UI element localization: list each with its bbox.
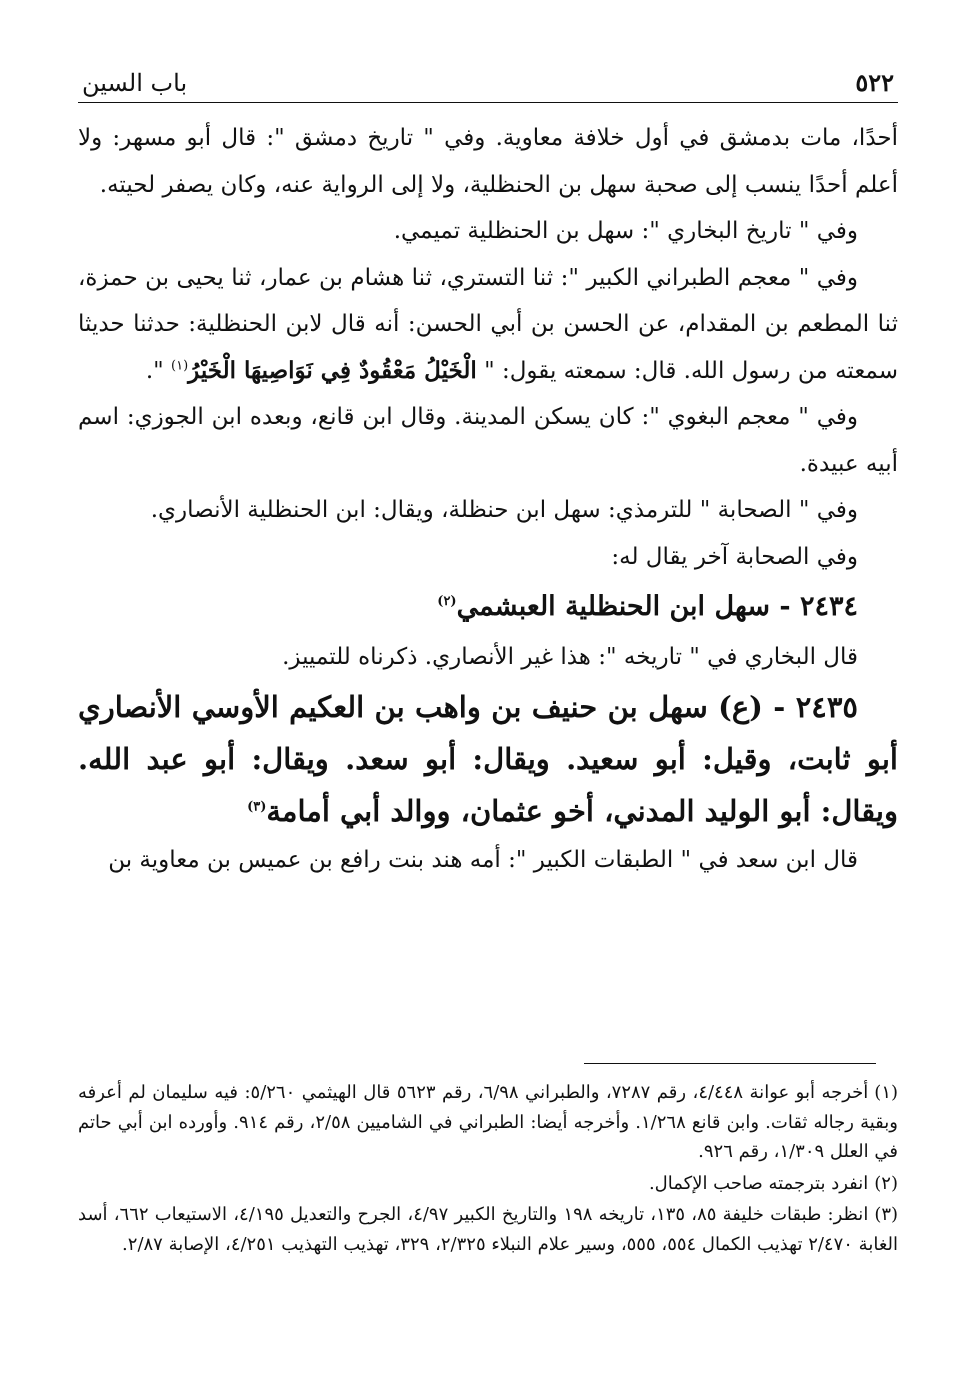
footnote-2 [78, 1169, 898, 1199]
footnote-1 [78, 1078, 898, 1167]
paragraph-3 [78, 255, 898, 395]
footnote-number: (٣) [874, 1204, 899, 1225]
paragraph-3-text: وفي " معجم الطبراني الكبير ": ثنا التستري، ثنا هشام بن عمار، ثنا يحيى بن حمزة، ثنا المطعم بن المقدام، عن الحسن بن أبي الحسن: أنه قال لابن الحنظلية: حدثنا حديثا سمعته من رسول الله. قال: سمعته يقول: " [78, 264, 898, 384]
entry-2435-title: ٢٤٣٥ - (ع) سهل بن حنيف بن واهب بن العكيم الأوسي الأنصاري أبو ثابت، وقيل: أبو سعيد. ويقال: أبو سعد. ويقال: أبو عبد الله. ويقال: أبو الوليد المدني، أخو عثمان، ووالد أبي أمامة [78, 689, 898, 828]
entry-2435-heading [78, 681, 898, 837]
page-number: ٥٢٢ [855, 68, 894, 97]
footnote-3 [78, 1200, 898, 1259]
paragraph-6: وفي الصحابة آخر يقال له: [611, 543, 858, 570]
running-header [78, 60, 898, 103]
paragraph-7: قال البخاري في " تاريخه ": هذا غير الأنصاري. ذكرناه للتمييز. [282, 644, 858, 670]
paragraph-4: وفي " معجم البغوي ": كان يسكن المدينة. وقال ابن قانع، وبعده ابن الجوزي: اسم أبيه عبيدة. [78, 404, 898, 477]
main-text [78, 115, 898, 883]
footnotes-section [78, 1078, 898, 1261]
paragraph-2: وفي " تاريخ البخاري ": سهل بن الحنظلية تميمي. [393, 218, 858, 244]
entry-2434-title: ٢٤٣٤ - سهل ابن الحنظلية العبشمي [456, 591, 858, 622]
footnote-ref-1: (١) [171, 357, 189, 373]
footnote-ref-3: (٣) [247, 798, 267, 814]
book-page [78, 60, 898, 883]
paragraph-1: أحدًا، مات بدمشق في أول خلافة معاوية. وفي " تاريخ دمشق ": قال أبو مسهر: ولا أعلم أحدًا ينسب إلى صحبة سهل بن الحنظلية، ولا إلى الرواية عنه، وكان يصفر لحيته. [78, 125, 898, 198]
footnote-ref-2: (٢) [437, 594, 457, 609]
entry-2434-heading [78, 580, 898, 634]
hadith-quote: الْخَيْلُ مَعْقُودٌ فِي نَوَاصِيهَا الْخَيْرُ [188, 356, 477, 384]
footnote-number: (١) [874, 1082, 899, 1103]
footnote-text: انفرد بترجمته صاحب الإكمال. [648, 1172, 869, 1194]
chapter-title: باب السين [82, 69, 188, 97]
paragraph-3-end: ". [145, 357, 172, 384]
footnote-separator [584, 1063, 876, 1064]
footnote-text: أخرجه أبو عوانة ٤/٤٤٨، رقم ٧٢٨٧، والطبراني ٦/٩٨، رقم ٥٦٢٣ قال الهيثمي ٥/٢٦٠: فيه سليمان لم أعرفه وبقية رجاله ثقات. وابن قانع ١/٢٦٨. وأخرجه أيضا: الطبراني في الشاميين ٢/٥٨، رقم ٩١٤. وأورده ابن أبي حاتم في العلل ١/٣٠٩، رقم ٩٢٦. [78, 1082, 898, 1162]
footnote-number: (٢) [874, 1172, 898, 1194]
paragraph-5: وفي " الصحابة " للترمذي: سهل ابن حنظلة، ويقال: ابن الحنظلية الأنصاري. [150, 497, 858, 523]
footnote-text: انظر: طبقات خليفة ٨٥، ١٣٥، تاريخه ١٩٨ والتاريخ الكبير ٤/٩٧، الجرح والتعديل ٤/١٩٥، الاستيعاب ٦٦٢، أسد الغابة ٢/٤٧٠ تهذيب الكمال ٥٥٤، ٥٥٥، وسير علام النبلاء ٢/٣٢٥، ٣٢٩، تهذيب التهذيب ٤/٢٥١، الإصابة ٢/٨٧. [78, 1204, 898, 1255]
paragraph-8: قال ابن سعد في " الطبقات الكبير ": أمه هند بنت رافع بن عميس بن معاوية بن [108, 846, 858, 873]
